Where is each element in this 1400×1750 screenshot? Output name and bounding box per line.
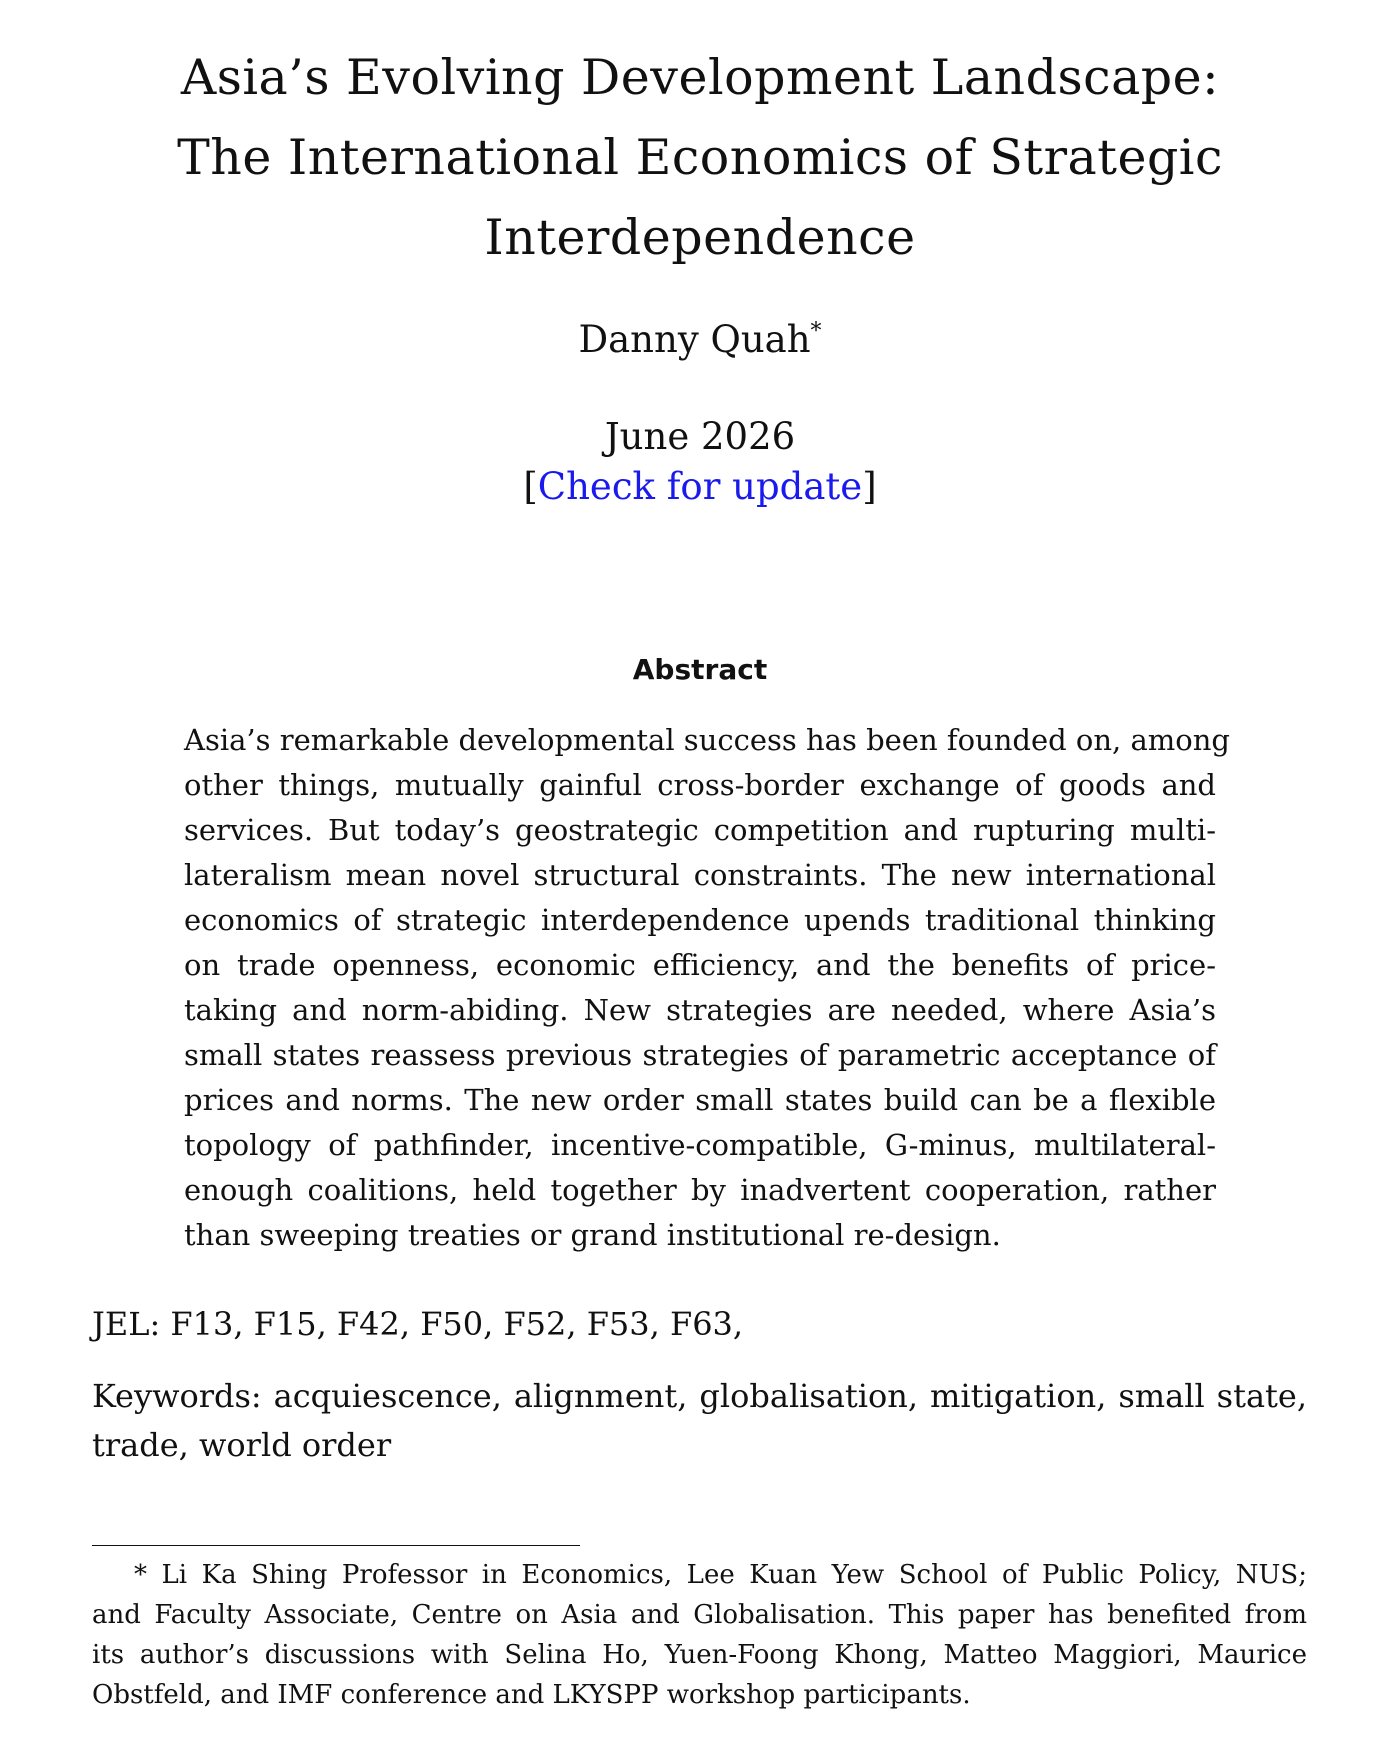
update-bracket-close: ] <box>862 465 877 508</box>
update-bracket-open: [ <box>523 465 538 508</box>
abstract-line: other things, mutually gainful cross-border exchange of goods and <box>184 768 1216 802</box>
abstract-line: services. But today’s geostrategic competition and rupturing multi- <box>184 813 1216 847</box>
footnote-line: * Li Ka Shing Professor in Economics, Lee Kuan Yew School of Public Policy, NUS; <box>134 1560 1307 1590</box>
author-footnote <box>92 1555 1307 1715</box>
abstract-body <box>184 718 1230 1258</box>
footnote-rule <box>92 1545 580 1546</box>
footnote-line: Obstfeld, and IMF conference and LKYSPP workshop participants. <box>92 1680 971 1710</box>
abstract-line: enough coalitions, held together by inadvertent cooperation, rather <box>184 1173 1216 1207</box>
footnote-line: its author’s discussions with Selina Ho, Yuen-Foong Khong, Matteo Maggiori, Maurice <box>92 1640 1307 1670</box>
title-line: Asia’s Evolving Development Landscape: <box>180 49 1220 106</box>
update-line <box>0 463 1400 511</box>
abstract-line: on trade openness, economic efficiency, and the benefits of price- <box>184 948 1216 982</box>
keywords-line: trade, world order <box>92 1426 392 1464</box>
abstract-line: than sweeping treaties or grand institutional re-design. <box>184 1218 1001 1252</box>
publication-date: June 2026 <box>604 415 796 458</box>
check-for-update-link[interactable]: Check for update <box>537 465 863 508</box>
abstract-heading: Abstract <box>632 653 768 686</box>
abstract-line: taking and norm-abiding. New strategies are needed, where Asia’s <box>184 993 1216 1027</box>
abstract-line: prices and norms. The new order small states build can be a flexible <box>184 1083 1216 1117</box>
abstract-line: topology of pathfinder, incentive-compatible, G-minus, multilateral- <box>184 1128 1216 1162</box>
keywords <box>92 1372 1307 1470</box>
author-line <box>0 318 1400 362</box>
paper-title <box>90 38 1310 278</box>
abstract-line: lateralism mean novel structural constraints. The new international <box>184 858 1216 892</box>
abstract-line: economics of strategic interdependence upends traditional thinking <box>184 903 1216 937</box>
keywords-line: Keywords: acquiescence, alignment, globalisation, mitigation, small state, <box>92 1377 1307 1415</box>
author-footnote-mark: * <box>810 319 822 344</box>
abstract-line: small states reassess previous strategies of parametric acceptance of <box>184 1038 1216 1072</box>
title-line: The International Economics of Strategic <box>177 129 1223 186</box>
author-name: Danny Quah <box>578 318 811 361</box>
jel-codes: JEL: F13, F15, F42, F50, F52, F53, F63, <box>92 1305 744 1343</box>
footnote-line: and Faculty Associate, Centre on Asia and Globalisation. This paper has benefited from <box>92 1600 1307 1630</box>
abstract-line: Asia’s remarkable developmental success has been founded on, among <box>184 723 1230 757</box>
title-line: Interdependence <box>484 209 916 266</box>
